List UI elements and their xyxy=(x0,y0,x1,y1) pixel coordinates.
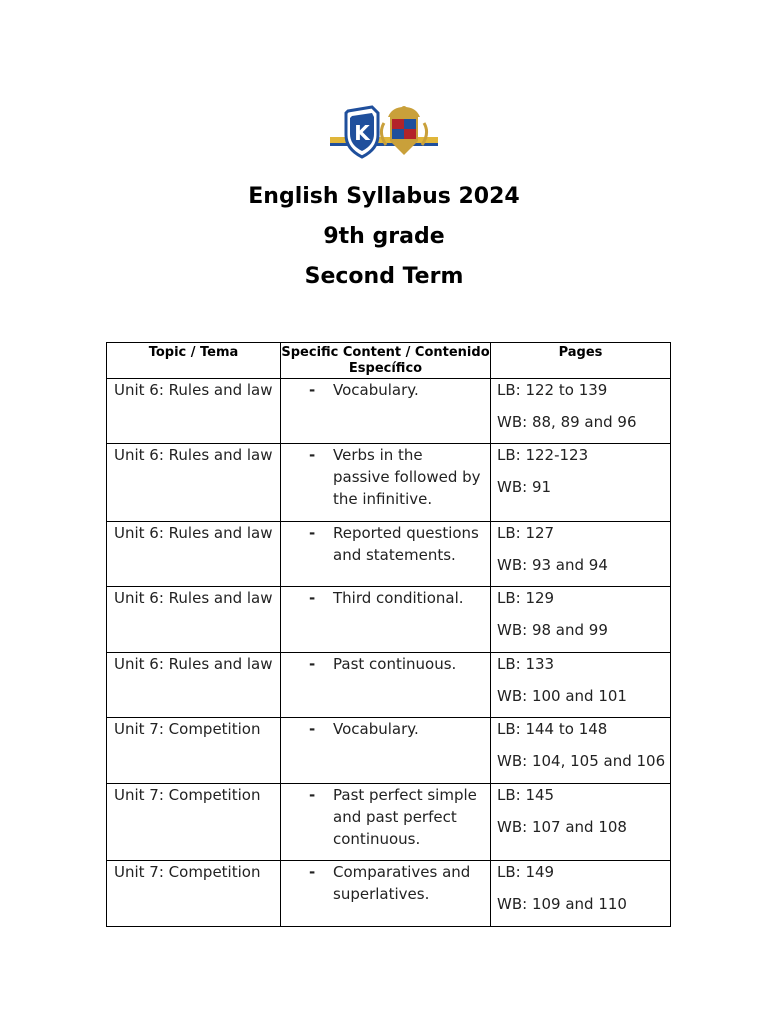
wb-pages: WB: 98 and 99 xyxy=(497,621,608,639)
content-text: Vocabulary. xyxy=(333,381,419,399)
lb-pages: LB: 144 to 148 xyxy=(497,720,608,738)
content-cell xyxy=(281,444,491,522)
lb-pages: LB: 127 xyxy=(497,524,555,542)
column-header-content: Specific Content / Contenido Específico xyxy=(281,343,491,379)
table-row xyxy=(107,861,671,927)
lb-pages: LB: 122 to 139 xyxy=(497,381,608,399)
content-cell xyxy=(281,861,491,927)
table-row xyxy=(107,718,671,784)
bullet-dash: - xyxy=(309,720,316,738)
topic-cell: Unit 6: Rules and law xyxy=(107,653,281,718)
pages-cell xyxy=(491,861,671,927)
pages-cell xyxy=(491,587,671,653)
topic-cell: Unit 6: Rules and law xyxy=(107,522,281,587)
content-cell xyxy=(281,718,491,784)
bullet-dash: - xyxy=(309,381,316,399)
table-header-row xyxy=(107,343,671,379)
wb-pages: WB: 93 and 94 xyxy=(497,556,608,574)
wb-pages: WB: 107 and 108 xyxy=(497,818,627,836)
pages-cell xyxy=(491,718,671,784)
lb-pages: LB: 122-123 xyxy=(497,446,589,464)
title-block xyxy=(0,180,768,300)
lb-pages: LB: 133 xyxy=(497,655,555,673)
pages-cell xyxy=(491,653,671,718)
bullet-dash: - xyxy=(309,655,316,673)
column-header-topic: Topic / Tema xyxy=(107,343,281,379)
content-cell xyxy=(281,379,491,444)
topic-cell: Unit 7: Competition xyxy=(107,784,281,861)
svg-text:K: K xyxy=(354,121,370,145)
pages-cell xyxy=(491,379,671,444)
table-row xyxy=(107,379,671,444)
topic-cell: Unit 6: Rules and law xyxy=(107,379,281,444)
pages-cell xyxy=(491,444,671,522)
content-text: Past continuous. xyxy=(333,655,457,673)
content-text: Comparatives and superlatives. xyxy=(333,863,471,903)
topic-cell: Unit 6: Rules and law xyxy=(107,587,281,653)
school-logo xyxy=(328,103,440,161)
bullet-dash: - xyxy=(309,446,316,464)
table-row xyxy=(107,444,671,522)
table-row xyxy=(107,784,671,861)
content-cell xyxy=(281,522,491,587)
document-title: English Syllabus 2024 xyxy=(248,184,520,209)
pages-cell xyxy=(491,784,671,861)
lb-pages: LB: 145 xyxy=(497,786,555,804)
content-text: Reported questions and statements. xyxy=(333,524,479,564)
topic-cell: Unit 6: Rules and law xyxy=(107,444,281,522)
content-text: Vocabulary. xyxy=(333,720,419,738)
grade-heading: 9th grade xyxy=(323,224,445,249)
wb-pages: WB: 104, 105 and 106 xyxy=(497,752,666,770)
table-row xyxy=(107,653,671,718)
crest-icon xyxy=(381,106,426,155)
wb-pages: WB: 91 xyxy=(497,478,552,496)
content-text: Verbs in the passive followed by the infinitive. xyxy=(333,446,481,508)
content-cell xyxy=(281,587,491,653)
topic-cell: Unit 7: Competition xyxy=(107,861,281,927)
wb-pages: WB: 88, 89 and 96 xyxy=(497,413,637,431)
bullet-dash: - xyxy=(309,524,316,542)
content-text: Third conditional. xyxy=(333,589,464,607)
column-header-pages: Pages xyxy=(491,343,671,379)
table-row xyxy=(107,587,671,653)
term-heading: Second Term xyxy=(304,264,464,289)
bullet-dash: - xyxy=(309,589,316,607)
shield-k-icon xyxy=(346,107,378,157)
pages-cell xyxy=(491,522,671,587)
content-cell xyxy=(281,653,491,718)
lb-pages: LB: 129 xyxy=(497,589,555,607)
content-cell xyxy=(281,784,491,861)
wb-pages: WB: 100 and 101 xyxy=(497,687,627,705)
topic-cell: Unit 7: Competition xyxy=(107,718,281,784)
content-text: Past perfect simple and past perfect continuous. xyxy=(333,786,477,848)
syllabus-table xyxy=(106,342,671,927)
table-row xyxy=(107,522,671,587)
bullet-dash: - xyxy=(309,786,316,804)
lb-pages: LB: 149 xyxy=(497,863,555,881)
wb-pages: WB: 109 and 110 xyxy=(497,895,627,913)
bullet-dash: - xyxy=(309,863,316,881)
